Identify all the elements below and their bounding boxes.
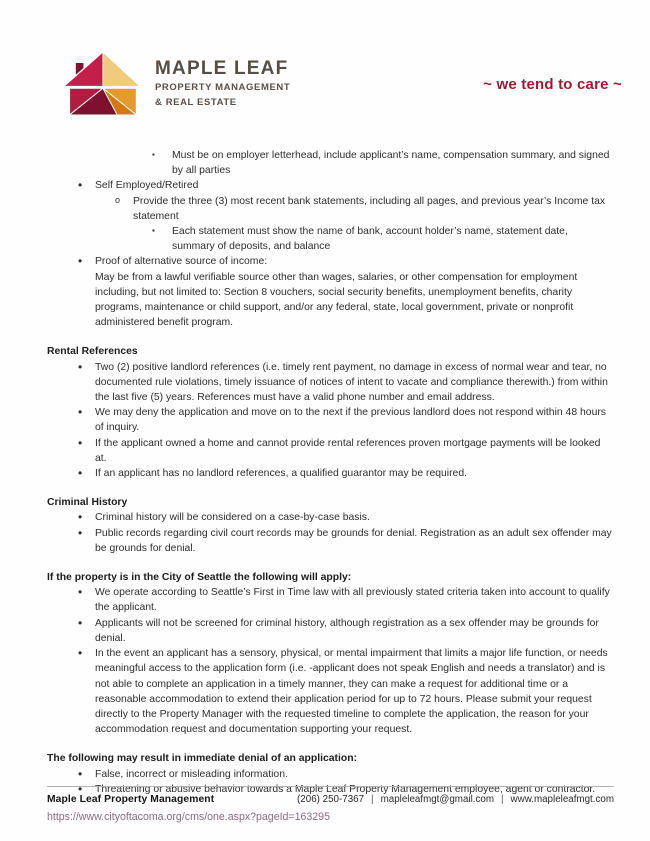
- square-bullet-icon: [152, 148, 155, 163]
- brand-text: [155, 50, 290, 117]
- section-criminal-history: [47, 495, 612, 556]
- cityoftacoma-link[interactable]: https://www.cityoftacoma.org/cms/one.aspx?pageId=163295: [47, 810, 330, 823]
- section-heading: Rental References: [47, 346, 138, 358]
- list-item: [47, 510, 612, 525]
- square-bullet-icon: [152, 224, 155, 239]
- link-line: [47, 810, 612, 825]
- list-item-text: Applicants will not be screened for criminal history, although registration as a sex offender may be grounds for denial.: [95, 617, 599, 644]
- list-item: [47, 148, 612, 178]
- footer-contact: [297, 794, 614, 805]
- section-income-verification: [47, 148, 612, 330]
- disc-bullet-icon: [78, 178, 82, 194]
- footer-separator: |: [501, 794, 504, 805]
- list-item-text: Self Employed/Retired: [95, 180, 199, 192]
- footer-website: www.mapleleafmgt.com: [510, 794, 614, 805]
- section-heading: Criminal History: [47, 497, 128, 509]
- footer-email: mapleleafmgt@gmail.com: [380, 794, 494, 805]
- section-rental-references: [47, 344, 612, 481]
- brand-subtitle-2: & REAL ESTATE: [155, 97, 237, 108]
- brand-subtitle-1: PROPERTY MANAGEMENT: [155, 82, 291, 93]
- footer: [47, 783, 614, 805]
- list-item-text: Criminal history will be considered on a case-by-case basis.: [95, 512, 370, 524]
- list-item: [47, 526, 612, 556]
- list-item-text: Provide the three (3) most recent bank statements, including all pages, and previous year’s Income tax statement: [133, 195, 606, 222]
- document-body: [47, 148, 612, 825]
- disc-bullet-icon: [78, 646, 82, 662]
- list-item-text: If an applicant has no landlord references, a qualified guarantor may be required.: [95, 468, 467, 480]
- disc-bullet-icon: [78, 436, 82, 452]
- footer-company-name: Maple Leaf Property Management: [47, 794, 215, 805]
- disc-bullet-icon: [78, 405, 82, 421]
- list-item: [47, 194, 612, 224]
- list-item-text: Each statement must show the name of bank, account holder’s name, statement date, summary of deposits, and balance: [172, 226, 568, 253]
- disc-bullet-icon: [78, 360, 82, 376]
- disc-bullet-icon: [78, 767, 82, 783]
- section-heading: The following may result in immediate denial of an application:: [47, 753, 358, 765]
- disc-bullet-icon: [78, 254, 82, 270]
- logo-roof-left: [64, 52, 103, 86]
- list-item-text: Must be on employer letterhead, include applicant’s name, compensation summary, and signed by all parties: [172, 150, 610, 177]
- list-item: [47, 405, 612, 435]
- list-item-text: Threatening or abusive behavior towards a Maple Leaf Property Management employee, agent or contractor.: [95, 783, 596, 795]
- list-item-text: If the applicant owned a home and cannot provide rental references proven mortgage payments will be looked at.: [95, 437, 601, 464]
- list-item-text: Proof of alternative source of income:: [95, 256, 268, 268]
- footer-phone: (206) 250-7367: [297, 794, 365, 805]
- header: [62, 50, 622, 117]
- footer-separator: |: [371, 794, 374, 805]
- circle-bullet-icon: [115, 194, 120, 209]
- list-item: [47, 466, 612, 481]
- logo-roof-right: [103, 52, 140, 86]
- disc-bullet-icon: [78, 616, 82, 632]
- section-city-of-seattle: [47, 570, 612, 737]
- disc-bullet-icon: [78, 510, 82, 526]
- disc-bullet-icon: [78, 466, 82, 482]
- list-item: [47, 224, 612, 254]
- list-item-text: Public records regarding civil court records may be grounds for denial. Registration as an adult sex offender may be grounds for denial.: [95, 527, 612, 554]
- brand-name: MAPLE LEAF: [155, 58, 289, 79]
- paragraph: May be from a lawful verifiable source other than wages, salaries, or other compensation for employment including, but not limited to: Section 8 vouchers, social security benefits, unemployment benefits, charity programs, maintenance or child support, and/or any federal, state, local government, private or nonprofit administered benefit program.: [95, 271, 578, 329]
- section-heading: If the property is in the City of Seattle the following will apply:: [47, 572, 352, 584]
- list-item-text: In the event an applicant has a sensory, physical, or mental impairment that limits a major life function, or needs meaningful access to the application form (i.e. -applicant does not speak English and needs a translator) and is not able to complete an application in a timely manner, they can make a request for additional time or a reasonable accommodation to extend their application period for up to 72 hours. Please submit your request directly to the Property Manager with the requested timeline to complete the application, the reason for your accommodation request and documentation supporting your request.: [95, 648, 608, 736]
- list-item: [47, 254, 612, 269]
- list-item: [47, 585, 612, 615]
- list-item-text: Two (2) positive landlord references (i.e. timely rent payment, no damage in excess of normal wear and tear, no documented rule violations, timely issuance of notices of intent to vacate and compliance therewith.) from within the last five (5) years. References must have a valid phone number and email address.: [95, 361, 608, 404]
- list-item-text: We operate according to Seattle’s First in Time law with all previously stated criteria taken into account to qualify the applicant.: [95, 587, 610, 614]
- list-item: [47, 178, 612, 193]
- list-item: [47, 616, 612, 646]
- list-item: [47, 646, 612, 737]
- list-item: [47, 360, 612, 406]
- list-item-text: False, incorrect or misleading information.: [95, 768, 288, 780]
- disc-bullet-icon: [78, 526, 82, 542]
- list-item: [47, 767, 612, 782]
- list-item-text: We may deny the application and move on to the next if the previous landlord does not respond within 48 hours of inquiry.: [95, 407, 606, 434]
- tagline: ~ we tend to care ~: [483, 76, 622, 93]
- list-item: [47, 436, 612, 466]
- disc-bullet-icon: [78, 585, 82, 601]
- maple-leaf-house-logo-icon: [62, 50, 142, 117]
- brand: [62, 50, 290, 117]
